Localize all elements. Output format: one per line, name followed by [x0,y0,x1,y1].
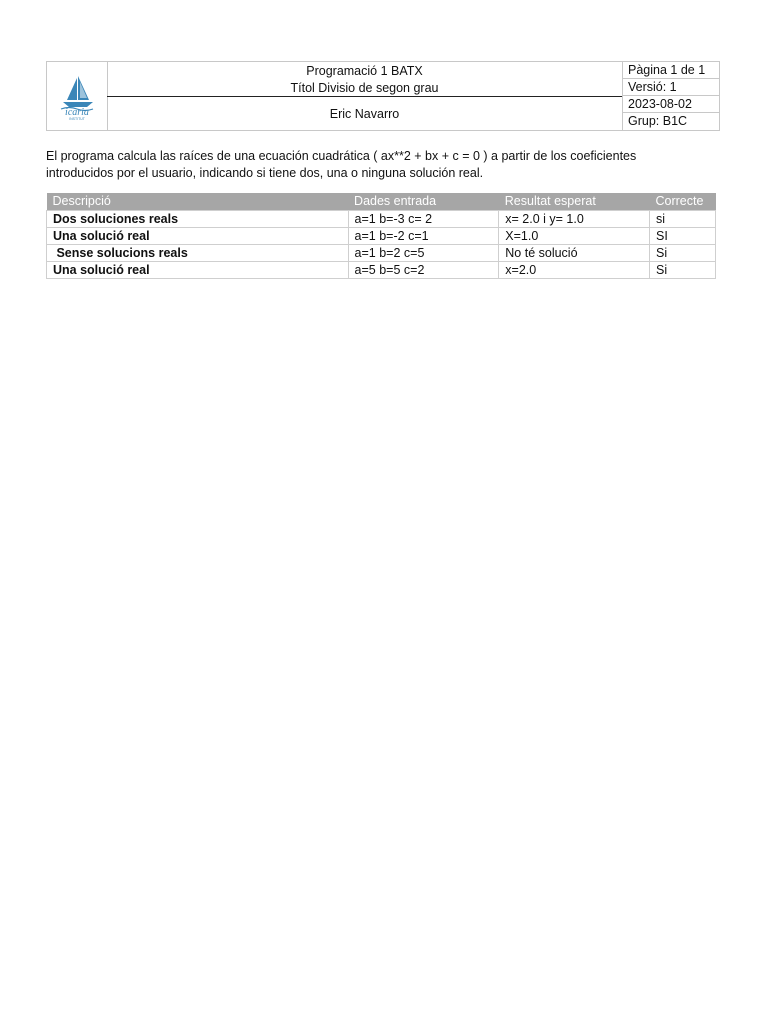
meta-cell [622,62,719,130]
cell-input: a=1 b=2 c=5 [348,245,499,262]
logo-cell [47,62,108,130]
school-logo-icon [47,62,107,130]
cell-expected: No té solució [499,245,650,262]
column-header-correct: Correcte [649,193,715,211]
document-header [46,61,720,131]
column-header-expected: Resultat esperat [499,193,650,211]
table-row [47,211,716,228]
logo-wordmark: icaria [65,107,89,118]
cell-correct: Si [649,262,715,279]
document-date: 2023-08-02 [622,96,719,113]
course-name: Programació 1 BATX [306,64,423,78]
cell-expected: X=1.0 [499,228,650,245]
program-description [46,148,686,182]
column-header-input: Dades entrada [348,193,499,211]
group-label: Grup: B1C [628,114,688,128]
cell-description: Sense solucions reals [47,245,349,262]
document-title: Títol Divisio de segon grau [290,81,439,95]
table-header-row [47,193,716,211]
description-line-2: introducidos por el usuario, indicando si tiene dos, una o ninguna solución real. [46,166,484,180]
author-name: Eric Navarro [329,107,400,121]
cell-correct: Si [649,245,715,262]
cell-description: Dos soluciones reals [47,211,349,228]
table-row [47,245,716,262]
cell-input: a=5 b=5 c=2 [348,262,499,279]
logo-subtext: INSTITUT [69,117,85,121]
title-cell [107,62,623,130]
description-line-1: El programa calcula las raíces de una ecuación cuadrática ( ax**2 + bx + c = 0 ) a partir de los coeficientes [46,149,637,163]
cell-correct: si [649,211,715,228]
table-row [47,262,716,279]
cell-description: Una solució real [47,228,349,245]
cell-expected: x=2.0 [499,262,650,279]
version-label: Versió: 1 [622,79,719,96]
title-divider [107,96,622,97]
cell-input: a=1 b=-3 c= 2 [348,211,499,228]
table-row [47,228,716,245]
cell-expected: x= 2.0 i y= 1.0 [499,211,650,228]
page-number: Pàgina 1 de 1 [622,62,719,79]
test-cases-table [46,193,716,279]
cell-description: Una solució real [47,262,349,279]
cell-input: a=1 b=-2 c=1 [348,228,499,245]
cell-correct: SI [649,228,715,245]
column-header-description: Descripció [47,193,349,211]
